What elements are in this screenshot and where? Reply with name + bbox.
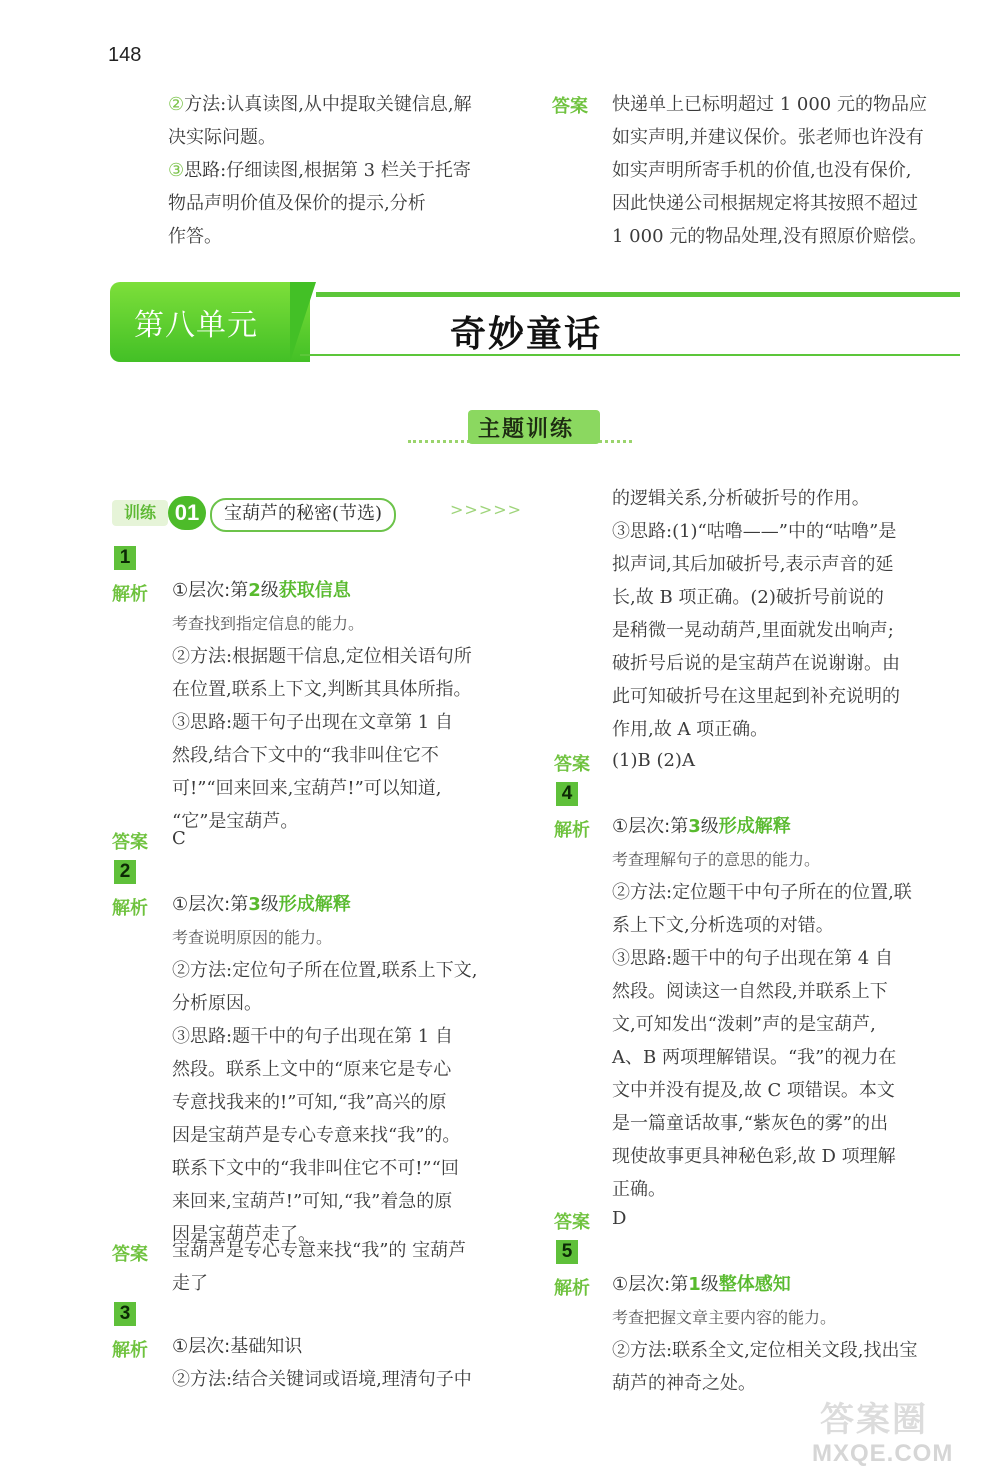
answer-text: C bbox=[172, 828, 186, 849]
q1-analysis bbox=[172, 574, 522, 838]
training-header bbox=[112, 496, 532, 532]
text-line: 然段。联系上文中的“原来它是专心 bbox=[172, 1059, 452, 1080]
section-heading bbox=[408, 410, 632, 450]
level-line: ①层次:第1级整体感知 bbox=[612, 1274, 791, 1295]
text-line: ②方法:结合关键词或语境,理清句子中 bbox=[172, 1369, 472, 1390]
question-number: 4 bbox=[556, 782, 578, 806]
q3-analysis-continued bbox=[612, 482, 962, 746]
q4-analysis bbox=[612, 810, 962, 1206]
unit-banner bbox=[110, 282, 960, 364]
text-line: ③思路:(1)“咕噜——”中的“咕噜”是 bbox=[612, 521, 897, 542]
skill-line: 考查找到指定信息的能力。 bbox=[172, 614, 365, 633]
question-number: 3 bbox=[114, 1302, 136, 1326]
text-line: A、B 两项理解错误。“我”的视力在 bbox=[612, 1047, 897, 1068]
text-line: ②方法:定位题干中句子所在的位置,联 bbox=[612, 882, 912, 903]
training-label: 训练 bbox=[112, 500, 168, 526]
text-line: 此可知破折号在这里起到补充说明的 bbox=[612, 686, 900, 707]
training-title: 宝葫芦的秘密(节选) bbox=[210, 498, 396, 532]
answer-tag: 答案 bbox=[554, 754, 590, 775]
text-line: 如实声明,并建议保价。张老师也许没有 bbox=[612, 127, 924, 148]
question-number: 1 bbox=[114, 546, 136, 570]
text-line: 因此快递公司根据规定将其按照不超过 bbox=[612, 193, 918, 214]
text-line: ③思路:题干中的句子出现在第 1 自 bbox=[172, 1026, 453, 1047]
text-line: 快递单上已标明超过 1 000 元的物品应 bbox=[612, 94, 927, 115]
text-line: 决实际问题。 bbox=[168, 127, 276, 148]
answer-text: (1)B (2)A bbox=[612, 750, 695, 771]
banner-rule-bottom bbox=[300, 354, 960, 356]
text-line: 分析原因。 bbox=[172, 993, 262, 1014]
unit-label: 第八单元 bbox=[134, 308, 258, 343]
text-line: 的逻辑关系,分析破折号的作用。 bbox=[612, 488, 870, 509]
top-left-continuation bbox=[168, 88, 520, 253]
watermark-url: MXQE.COM bbox=[812, 1440, 954, 1467]
text-line: 正确。 bbox=[612, 1179, 666, 1200]
text-line: 是一篇童话故事,“紫灰色的雾”的出 bbox=[612, 1113, 889, 1134]
text-line: 来回来,宝葫芦!”可知,“我”着急的原 bbox=[172, 1191, 453, 1212]
text-line: 作用,故 A 项正确。 bbox=[612, 719, 769, 740]
unit-title: 奇妙童话 bbox=[450, 313, 603, 355]
text-line: 破折号后说的是宝葫芦在说谢谢。由 bbox=[612, 653, 900, 674]
text-line: 现使故事更具神秘色彩,故 D 项理解 bbox=[612, 1146, 896, 1167]
banner-rule-top bbox=[316, 292, 960, 297]
text-line: 因是宝葫芦是专心专意来找“我”的。 bbox=[172, 1125, 461, 1146]
text-line: ②方法:认真读图,从中提取关键信息,解 bbox=[168, 94, 472, 115]
text-line: 然段。阅读这一自然段,并联系上下 bbox=[612, 981, 888, 1002]
watermark-logo bbox=[812, 1392, 992, 1480]
text-line: 专意找我来的!”可知,“我”高兴的原 bbox=[172, 1092, 447, 1113]
level-line: ①层次:第3级形成解释 bbox=[612, 816, 791, 837]
q3-analysis bbox=[172, 1330, 522, 1396]
text-line: 是稍微一晃动葫芦,里面就发出响声; bbox=[612, 620, 894, 641]
text-line: ③思路:题干中的句子出现在第 4 自 bbox=[612, 948, 893, 969]
text-line: ③思路:题干句子出现在文章第 1 自 bbox=[172, 712, 453, 733]
section-title: 主题训练 bbox=[478, 417, 575, 442]
skill-line: 考查理解句子的意思的能力。 bbox=[612, 850, 821, 869]
analysis-tag: 解析 bbox=[554, 1278, 590, 1299]
text-line: 联系下文中的“我非叫住它不可!”“回 bbox=[172, 1158, 459, 1179]
level-line: ①层次:第2级获取信息 bbox=[172, 580, 351, 601]
analysis-tag: 解析 bbox=[112, 1340, 148, 1361]
q5-analysis bbox=[612, 1268, 962, 1400]
text-line: 可!”“回来回来,宝葫芦!”可以知道, bbox=[172, 778, 442, 799]
text-line: 长,故 B 项正确。(2)破折号前说的 bbox=[612, 587, 884, 608]
text-line: ③思路:仔细读图,根据第 3 栏关于托寄 bbox=[168, 160, 471, 181]
q2-analysis bbox=[172, 888, 522, 1251]
top-right-answer bbox=[612, 88, 962, 253]
text-line: 因是宝葫芦走了。 bbox=[172, 1224, 316, 1245]
text-line: 拟声词,其后加破折号,表示声音的延 bbox=[612, 554, 894, 575]
question-number: 5 bbox=[556, 1240, 578, 1264]
text-line: 然段,结合下文中的“我非叫住它不 bbox=[172, 745, 439, 766]
analysis-tag: 解析 bbox=[554, 820, 590, 841]
question-number: 2 bbox=[114, 860, 136, 884]
text-line: ②方法:联系全文,定位相关文段,找出宝 bbox=[612, 1340, 918, 1361]
analysis-tag: 解析 bbox=[112, 584, 148, 605]
answer-tag: 答案 bbox=[112, 832, 148, 853]
text-line: 葫芦的神奇之处。 bbox=[612, 1373, 756, 1394]
answer-tag: 答案 bbox=[554, 1212, 590, 1233]
watermark-text: 答案圈 bbox=[820, 1400, 928, 1440]
text-line: 作答。 bbox=[168, 226, 222, 247]
text-line: 如实声明所寄手机的价值,也没有保价, bbox=[612, 160, 912, 181]
level-line: ①层次:第3级形成解释 bbox=[172, 894, 351, 915]
text-line: ②方法:根据题干信息,定位相关语句所 bbox=[172, 646, 472, 667]
unit-label-slant bbox=[290, 282, 316, 362]
page-number: 148 bbox=[108, 44, 142, 66]
text-line: “它”是宝葫芦。 bbox=[172, 811, 299, 832]
answer-text: D bbox=[612, 1208, 627, 1229]
answer-tag: 答案 bbox=[552, 96, 588, 117]
training-number: 01 bbox=[168, 496, 206, 530]
text-line: 物品声明价值及保价的提示,分析 bbox=[168, 193, 426, 214]
answer-text: 宝葫芦是专心专意来找“我”的 宝葫芦 走了 bbox=[172, 1240, 467, 1294]
text-line: 1 000 元的物品处理,没有照原价赔偿。 bbox=[612, 226, 927, 247]
text-line: 文中并没有提及,故 C 项错误。本文 bbox=[612, 1080, 895, 1101]
arrows-decoration: >>>>> bbox=[450, 500, 523, 519]
text-line: ②方法:定位句子所在位置,联系上下文, bbox=[172, 960, 478, 981]
answer-tag: 答案 bbox=[112, 1244, 148, 1265]
text-line: 系上下文,分析选项的对错。 bbox=[612, 915, 834, 936]
skill-line: 考查说明原因的能力。 bbox=[172, 928, 333, 947]
text-line: 文,可知发出“泼刺”声的是宝葫芦, bbox=[612, 1014, 876, 1035]
level-line: ①层次:基础知识 bbox=[172, 1336, 303, 1357]
skill-line: 考查把握文章主要内容的能力。 bbox=[612, 1308, 837, 1327]
analysis-tag: 解析 bbox=[112, 898, 148, 919]
text-line: 在位置,联系上下文,判断其具体所指。 bbox=[172, 679, 472, 700]
